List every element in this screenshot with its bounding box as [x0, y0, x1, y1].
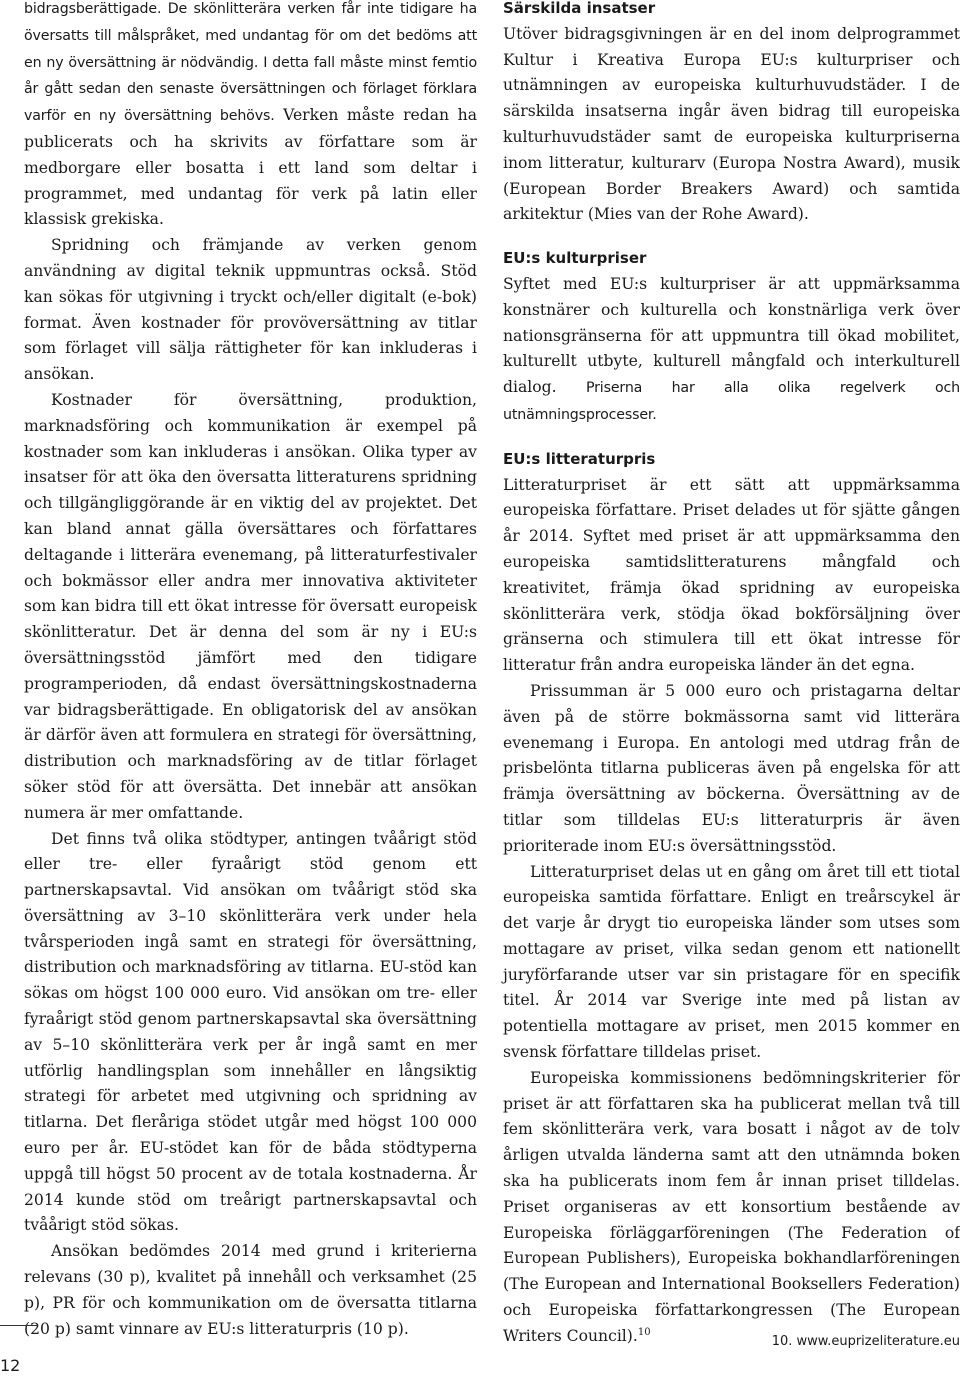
paragraph-text: bidragsberättigade. De skönlitterära verken får inte tidigare ha översatts till målspråket, med undantag för om det bedöms att en ny översättning är nödvändig. I detta fall måste minst femtio år gått sedan den senaste översättningen och förlaget förklara varför en ny översättning behövs. [24, 1, 477, 125]
paragraph: Ansökan bedömdes 2014 med grund i kriterierna relevans (30 p), kvalitet på innehåll och verksamhet (25 p), PR för och kommunikation om de översatta titlarna (20 p) samt vinnare av EU:s litteraturpris (10 p). [24, 1242, 477, 1338]
footnote: 10. www.euprizeliterature.eu [771, 1334, 960, 1349]
paragraph [503, 1066, 960, 1350]
paragraph [24, 233, 477, 388]
paragraph-text: Verken måste redan ha publicerats och ha skrivits av författare som är medborgare eller bosatta i ett land som deltar i programmet, med undantag för verk på latin eller klassisk grekiska. [24, 106, 477, 229]
paragraph [24, 0, 477, 233]
section-heading: EU:s kulturpriser [503, 249, 647, 268]
paragraph [503, 272, 960, 429]
footnote-reference: 10 [637, 1326, 651, 1338]
paragraph: Det finns två olika stödtyper, antingen tvåårigt stöd eller tre- eller fyraårigt stöd genom ett partnerskapsavtal. Vid ansökan om tvåårigt stöd ska översättning av 3–10 skönlitterära verk under hela tvårsperioden ingå samt en strategi för översättning, distribution och marknadsföring av titlarna. EU-stöd kan sökas om högst 100 000 euro. Vid ansökan om tre- eller fyraårigt stöd genom partnerskapsavtal ska översättning av 5–10 skönlitterära verk per år ingå samt en mer utförlig handlingsplan som innehåller en långsiktig strategi för arbetet med utgivning och spridning av titlarna. Det fleråriga stödet utgår med högst 100 000 euro per år. EU-stödet kan för de båda stödtyperna uppgå till högst 50 procent av de totala kostnaderna. År 2014 kunde stöd om treårigt partnerskapsavtal och tvåårigt stöd sökas. [24, 829, 477, 1235]
left-column [24, 0, 477, 1342]
paragraph-text: Priserna har alla olika regelverk och utnämningsprocesser. [503, 380, 960, 423]
paragraph-text: Europeiska kommissionens bedömningskriterier för priset är att författaren ska ha publicerat mellan två till fem skönlitterära verk, vara bosatt i något av de tolv årligen utvalda länderna samt att den utnämnda boken ska ha publicerats inom fem år innan priset tilldelas. Priset organiseras av ett konsortium bestående av Europeiska förläggarföreningen (The Federation of European Publishers), Europeiska bokhandlarföreningen (The European and International Booksellers Federation) och Europeiska författarkongressen (The European Writers Council). [503, 1068, 960, 1345]
paragraph: Kostnader för översättning, produktion, marknadsföring och kommunikation är exempel på kostnader som kan inkluderas i ansökan. Olika typer av insatser för att öka den översatta litteraturens spridning och tillgängliggörande är en viktig del av projektet. Det kan bland annat gälla översättares och författares deltagande i litterära evenemang, på litteraturfestivaler och bokmässor eller andra mer innovativa aktiviteter som kan bidra till ett ökat intresse för översatt europeisk skönlitteratur. Det är denna del som är ny i EU:s översättningsstöd jämfört med den tidigare programperioden, då endast översättningskostnaderna var bidragsberättigade. En obligatorisk del av ansökan är därför även att formulera en strategi för översättning, distribution och marknadsföring av de titlar förlaget söker stöd för att översätta. Det innebär att ansökan numera är mer omfattande. [24, 390, 477, 822]
paragraph: Utöver bidragsgivningen är en del inom delprogrammet Kultur i Kreativa Europa EU:s kulturpriser och utnämningen av europeiska kulturhuvudstäder. I de särskilda insatserna ingår även bidrag till europeiska kulturhuvudstäder samt de europeiska kulturpriserna inom litteratur, kulturarv (Europa Nostra Award), musik (European Border Breakers Award) och samtida arkitektur (Mies van der Rohe Award). [503, 24, 960, 224]
paragraph: Prissumman är 5 000 euro och pristagarna deltar även på de större bokmässorna samt vid litterära evenemang i Europa. En antologi med utdrag från de prisbelönta titlarna publiceras även på engelska för att främja översättning av böckerna. Översättning av de titlar som tilldelas EU:s litteraturpris är även prioriterade inom EU:s översättningsstöd. [503, 681, 960, 855]
paragraph-text: Stöd kan sökas för utgivning i tryckt och/eller digitalt (e-bok) format. Även kostnader för provöversättning av titlar som förlaget vill sälja rättigheter för kan inkluderas i ansökan. [24, 261, 477, 384]
paragraph-text: Syftet med EU:s kulturpriser är att uppmärksamma konstnärer och kulturella och konstnärliga verk över nationsgränserna för att uppmuntra till ökad mobilitet, kulturellt utbyte, kulturell mångfald och interkulturell dialog. [503, 274, 960, 397]
paragraph: Litteraturpriset är ett sätt att uppmärksamma europeiska författare. Priset delades ut för sjätte gången år 2014. Syftet med priset är att uppmärksamma den europeiska samtidslitteraturens mångfald och kreativitet, främja ökad spridning av europeiska skönlitterära verk, stödja ökad bokförsäljning över gränserna och stimulera till ett ökat intresse för litteratur från andra europeiska länder än det egna. [503, 475, 960, 675]
footer-rule [0, 1325, 38, 1326]
paragraph: Litteraturpriset delas ut en gång om året till ett tiotal europeiska samtida författare. Enligt en treårscykel är det varje år drygt tio europeiska länder som utses som mottagare av priset, vilka sedan genom ett nationellt juryförfarande utser var sin pristagare för en specifik titel. År 2014 var Sverige inte med på listan av potentiella mottagare av priset, men 2015 kommer en svensk författare tilldelas priset. [503, 862, 960, 1062]
right-column [503, 0, 960, 1350]
section-heading: EU:s litteraturpris [503, 449, 656, 468]
section-heading: Särskilda insatser [503, 0, 656, 17]
page-number: 12 [0, 1356, 21, 1375]
paragraph-text: Spridning och främjande av verken genom användning av digital teknik uppmuntras också. [24, 236, 477, 280]
